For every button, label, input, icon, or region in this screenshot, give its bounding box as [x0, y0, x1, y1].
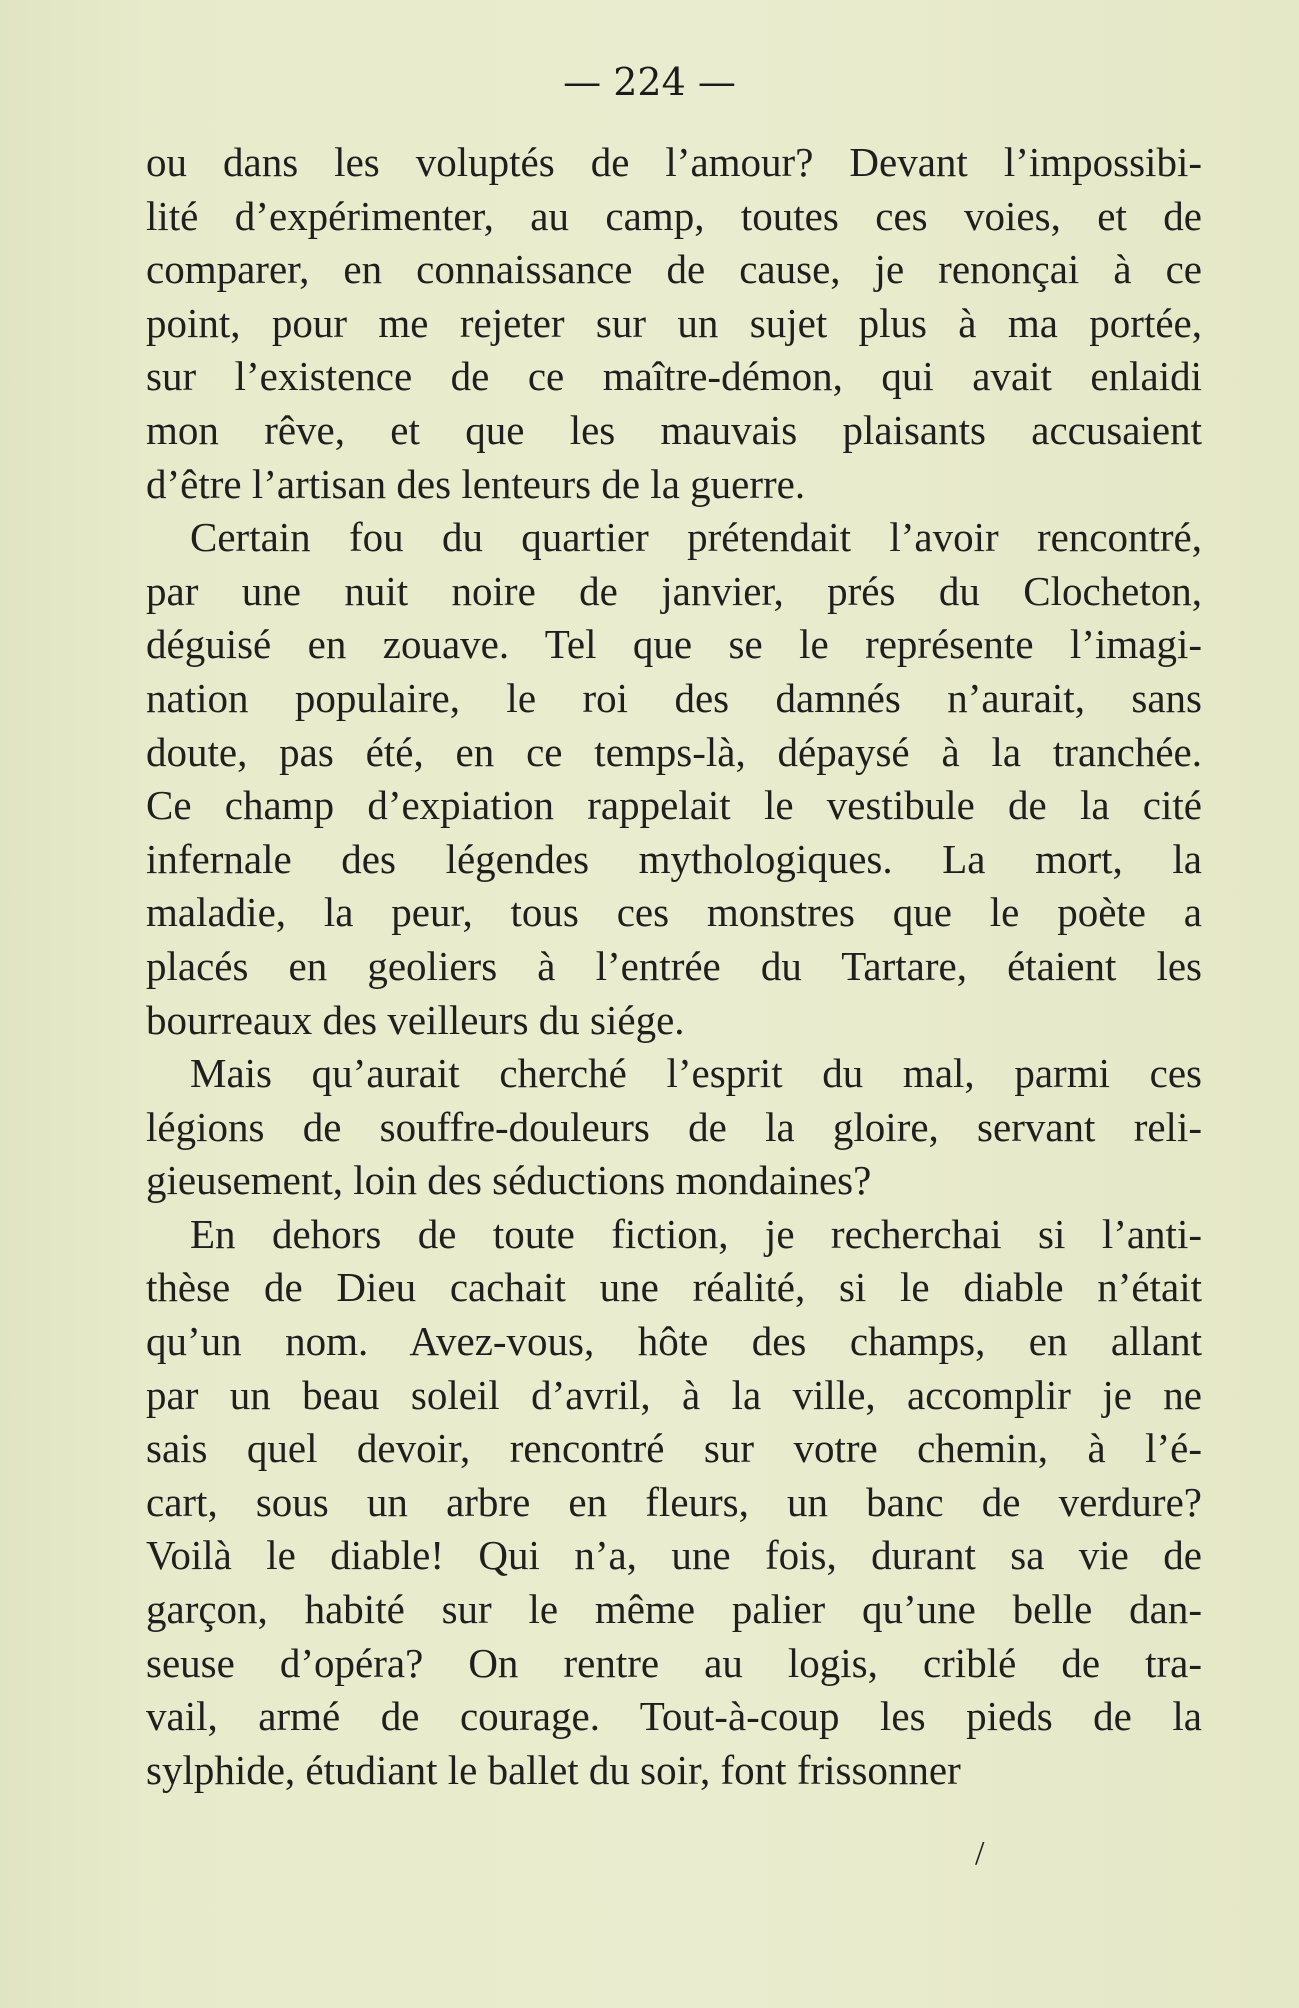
text-line: garçon, habité sur le même palier qu’une belle dan- — [146, 1586, 1202, 1633]
text-line: En dehors de toute fiction, je recherchai si l’anti- — [190, 1210, 1202, 1257]
page-number: — 224 — — [563, 60, 736, 104]
text-line: qu’un nom. Avez-vous, hôte des champs, en allant — [146, 1318, 1202, 1365]
text-line: placés en geoliers à l’entrée du Tartare, étaient les — [146, 942, 1202, 989]
text-line: infernale des légendes mythologiques. La mort, la — [146, 835, 1202, 882]
text-line: comparer, en connaissance de cause, je renonçai à ce — [146, 246, 1202, 293]
text-line: Voilà le diable! Qui n’a, une fois, durant sa vie de — [146, 1532, 1202, 1579]
paragraph — [146, 136, 1202, 511]
body-text — [146, 136, 1202, 1797]
text-line: sais quel devoir, rencontré sur votre chemin, à l’é- — [146, 1425, 1202, 1472]
text-line: lité d’expérimenter, au camp, toutes ces voies, et de — [146, 192, 1202, 239]
paragraph — [146, 1208, 1202, 1798]
text-line: déguisé en zouave. Tel que se le représente l’imagi- — [146, 621, 1202, 668]
text-line: nation populaire, le roi des damnés n’aurait, sans — [146, 674, 1202, 721]
text-line: mon rêve, et que les mauvais plaisants accusaient — [146, 406, 1202, 453]
text-line: thèse de Dieu cachait une réalité, si le diable n’était — [146, 1264, 1202, 1311]
text-line: point, pour me rejeter sur un sujet plus à ma portée, — [146, 299, 1202, 346]
paragraph — [146, 511, 1202, 1047]
text-line: gieusement, loin des séductions mondaines? — [146, 1157, 872, 1204]
text-line: bourreaux des veilleurs du siége. — [146, 996, 685, 1043]
text-line: ou dans les voluptés de l’amour? Devant l’impossibi- — [146, 139, 1202, 185]
text-line: sur l’existence de ce maître-démon, qui avait enlaidi — [146, 353, 1202, 400]
text-line: vail, armé de courage. Tout-à-coup les pieds de la — [146, 1693, 1202, 1740]
text-line: Mais qu’aurait cherché l’esprit du mal, parmi ces — [190, 1050, 1202, 1097]
stray-mark: / — [975, 1835, 985, 1872]
text-line: Certain fou du quartier prétendait l’avoir rencontré, — [190, 514, 1202, 561]
text-line: sylphide, étudiant le ballet du soir, font frissonner — [146, 1746, 961, 1793]
text-line: d’être l’artisan des lenteurs de la guerre. — [146, 460, 806, 507]
text-line: Ce champ d’expiation rappelait le vestibule de la cité — [146, 782, 1202, 829]
paragraph — [146, 1047, 1202, 1208]
text-line: par un beau soleil d’avril, à la ville, accomplir je ne — [146, 1371, 1202, 1418]
text-line: doute, pas été, en ce temps-là, dépaysé à la tranchée. — [146, 728, 1202, 775]
text-line: maladie, la peur, tous ces monstres que le poète a — [146, 889, 1202, 936]
text-line: par une nuit noire de janvier, prés du Clocheton, — [146, 567, 1202, 614]
text-line: légions de souffre-douleurs de la gloire, servant reli- — [146, 1103, 1202, 1150]
text-line: seuse d’opéra? On rentre au logis, criblé de tra- — [146, 1639, 1202, 1686]
text-line: cart, sous un arbre en fleurs, un banc de verdure? — [146, 1478, 1202, 1525]
